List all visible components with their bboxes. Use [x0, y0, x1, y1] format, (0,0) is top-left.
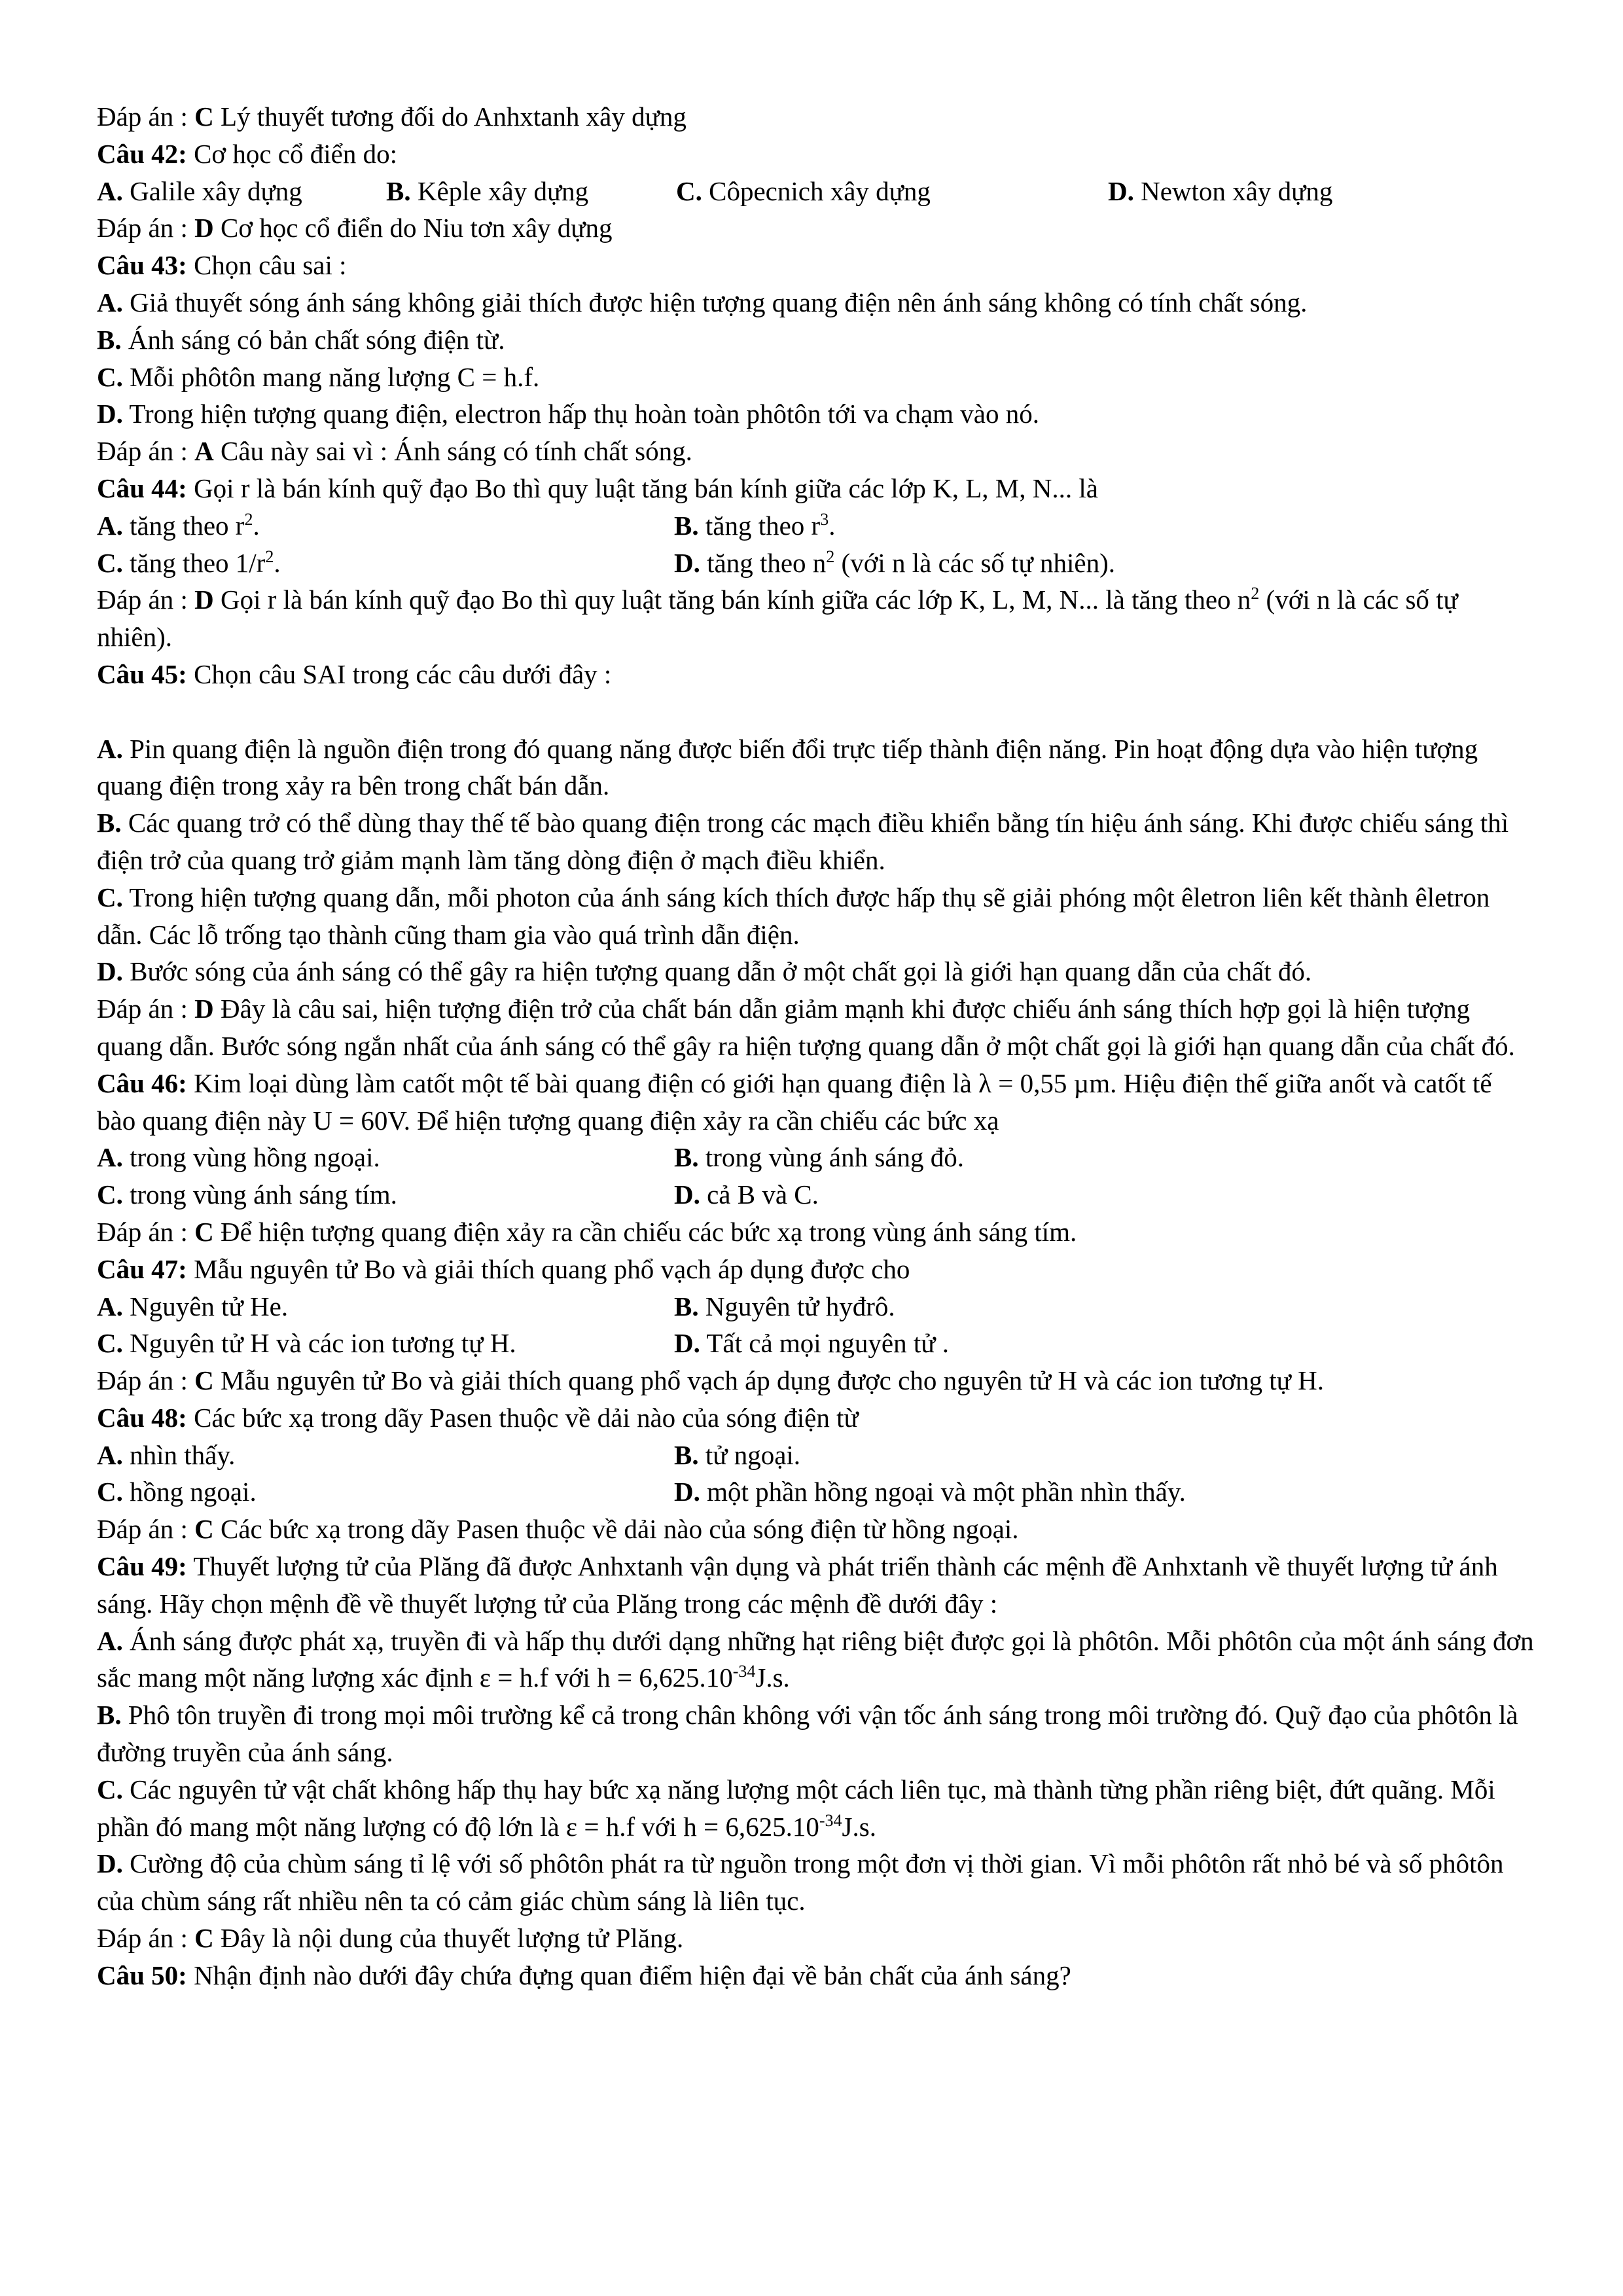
option-cell [97, 1288, 674, 1325]
text-run: (với n là các số tự nhiên). [834, 547, 1116, 578]
answer-label: Đáp án : [97, 213, 195, 243]
option-key: B. [674, 1439, 699, 1470]
option-line [97, 359, 1534, 396]
question-number: Câu 47: [97, 1253, 187, 1284]
option-cell [97, 173, 386, 210]
option-text: Các nguyên tử vật chất không hấp thụ hay bức xạ năng lượng một cách liên tục, mà thành từng phần riêng biệt, đứt quãng. Mỗi phần đó mang một năng lượng có độ lớn là ε = h.f với h = 6,625.10 [97, 1774, 1495, 1842]
answer-label: Đáp án : [97, 436, 195, 467]
option-key: B. [674, 1291, 699, 1321]
option-text: Newton xây dựng [1133, 175, 1333, 206]
option-text: cả B và C. [700, 1179, 819, 1210]
option-line [97, 804, 1534, 879]
answer-key: D [194, 584, 214, 615]
option-line [97, 321, 1534, 359]
question-number: Câu 49: [97, 1551, 187, 1582]
question-line [97, 135, 1534, 173]
option-cell [674, 1325, 1459, 1362]
option-text: trong vùng ánh sáng tím. [122, 1179, 397, 1210]
option-text: tăng theo n [700, 547, 827, 578]
options-row [97, 1139, 1534, 1176]
option-cell [97, 1139, 674, 1176]
text-run: . [253, 510, 260, 541]
answer-key: A [194, 436, 214, 467]
answer-line [97, 1511, 1534, 1548]
option-text: Trong hiện tượng quang điện, electron hấp thụ hoàn toàn phôtôn tới va chạm vào nó. [122, 399, 1039, 429]
option-key: C. [97, 361, 123, 392]
question-text: Kim loại dùng làm catốt một tế bài quang điện có giới hạn quang điện là λ = 0,55 µm. Hiệu điện thế giữa anốt và catốt tế bào quang điện này U = 60V. Để hiện tượng quang điện xảy ra cần chiếu các bức xạ [97, 1067, 1492, 1136]
answer-line [97, 1362, 1534, 1399]
option-key: C. [97, 547, 123, 578]
option-cell [97, 545, 674, 582]
options-row [97, 507, 1534, 545]
question-text: Chọn câu SAI trong các câu dưới đây : [187, 658, 612, 689]
question-line [97, 1548, 1534, 1623]
option-key: C. [97, 882, 123, 912]
option-text: Côpecnich xây dựng [702, 175, 931, 206]
option-text: tăng theo 1/r [122, 547, 266, 578]
document-page [97, 98, 1534, 1994]
option-line [97, 730, 1534, 805]
option-cell [674, 1288, 1459, 1325]
answer-label: Đáp án : [97, 101, 195, 132]
option-text: tăng theo r [122, 510, 245, 541]
answer-label: Đáp án : [97, 584, 195, 615]
option-cell [1108, 173, 1332, 210]
option-text: Cường độ của chùm sáng tỉ lệ với số phôtôn phát ra từ nguồn trong một đơn vị thời gian. Vì mỗi phôtôn rất nhỏ bé và số phôtôn của chùm sáng rất nhiều nên ta có cảm giác chùm sáng là liên tục. [97, 1848, 1504, 1916]
answer-line [97, 433, 1534, 470]
option-text: Trong hiện tượng quang dẫn, mỗi photon của ánh sáng kích thích được hấp thụ sẽ giải phóng một êletron liên kết thành êletron dẫn. Các lỗ trống tạo thành cũng tham gia vào quá trình dẫn điện. [97, 882, 1490, 950]
answer-key: C [194, 101, 214, 132]
answer-label: Đáp án : [97, 1923, 195, 1954]
superscript: -34 [732, 1662, 756, 1681]
superscript: -34 [819, 1810, 842, 1830]
answer-text: Đây là nội dung của thuyết lượng tử Plăng. [213, 1923, 684, 1954]
option-cell [674, 507, 1459, 545]
option-key: A. [97, 510, 123, 541]
question-text: Mẫu nguyên tử Bo và giải thích quang phổ vạch áp dụng được cho [187, 1253, 910, 1284]
options-row [97, 1288, 1534, 1325]
answer-label: Đáp án : [97, 1514, 195, 1545]
option-key: B. [674, 1142, 699, 1173]
question-line [97, 470, 1534, 507]
answer-text: Để hiện tượng quang điện xảy ra cần chiếu các bức xạ trong vùng ánh sáng tím. [213, 1216, 1077, 1247]
option-key: C. [97, 1328, 123, 1359]
superscript: 2 [244, 509, 253, 529]
option-cell [674, 1473, 1459, 1511]
option-line [97, 1623, 1534, 1697]
option-cell [674, 1176, 1459, 1213]
blank-line [97, 693, 1534, 730]
superscript: 2 [826, 547, 835, 566]
option-text: Mỗi phôtôn mang năng lượng C = h.f. [122, 361, 540, 392]
answer-label: Đáp án : [97, 1365, 195, 1396]
option-key: A. [97, 1291, 123, 1321]
option-key: B. [674, 510, 699, 541]
options-row [97, 1437, 1534, 1474]
answer-line [97, 581, 1534, 656]
superscript: 3 [820, 509, 829, 529]
option-text: Nguyên tử He. [122, 1291, 289, 1321]
answer-label: Đáp án : [97, 994, 195, 1024]
option-key: D. [674, 1328, 700, 1359]
answer-key: D [194, 994, 214, 1024]
option-text: một phần hồng ngoại và một phần nhìn thấy. [700, 1477, 1186, 1507]
option-text: tăng theo r [698, 510, 821, 541]
text-run: . [274, 547, 281, 578]
option-line [97, 953, 1534, 990]
option-text: Ánh sáng có bản chất sóng điện từ. [121, 324, 505, 355]
answer-text: Lý thuyết tương đối do Anhxtanh xây dựng [213, 101, 687, 132]
option-cell [97, 507, 674, 545]
option-line [97, 1771, 1534, 1846]
question-text: Cơ học cổ điển do: [187, 138, 397, 169]
question-text: Thuyết lượng tử của Plăng đã được Anhxtanh vận dụng và phát triển thành các mệnh đề Anhxtanh về thuyết lượng tử ánh sáng. Hãy chọn mệnh đề về thuyết lượng tử của Plăng trong các mệnh đề dưới đây : [97, 1551, 1498, 1619]
option-text: Tất cả mọi nguyên tử . [700, 1328, 949, 1359]
option-text: Nguyên tử H và các ion tương tự H. [122, 1328, 516, 1359]
question-number: Câu 45: [97, 658, 187, 689]
question-number: Câu 42: [97, 138, 187, 169]
answer-key: C [194, 1923, 214, 1954]
option-key: C. [97, 1774, 123, 1804]
option-text: trong vùng hồng ngoại. [122, 1142, 380, 1173]
answer-line [97, 98, 1534, 135]
question-number: Câu 44: [97, 473, 187, 503]
option-line [97, 1696, 1534, 1771]
option-key: C. [97, 1179, 123, 1210]
answer-text: Các bức xạ trong dãy Pasen thuộc về dải nào của sóng điện từ hồng ngoại. [213, 1514, 1019, 1545]
option-line [97, 1845, 1534, 1920]
answer-key: D [194, 213, 214, 243]
answer-line [97, 1213, 1534, 1251]
option-text: hồng ngoại. [122, 1477, 257, 1507]
option-text: trong vùng ánh sáng đỏ. [698, 1142, 965, 1173]
option-key: A. [97, 1625, 123, 1656]
options-row [97, 545, 1534, 582]
option-key: A. [97, 1439, 123, 1470]
option-cell [97, 1437, 674, 1474]
option-key: A. [97, 175, 123, 206]
question-number: Câu 43: [97, 250, 187, 281]
answer-line [97, 990, 1534, 1065]
text-run: J.s. [755, 1662, 790, 1693]
answer-key: C [194, 1216, 214, 1247]
option-text: Galile xây dựng [122, 175, 302, 206]
option-cell [676, 173, 1108, 210]
option-text: tử ngoại. [698, 1439, 801, 1470]
options-row [97, 1473, 1534, 1511]
option-line [97, 879, 1534, 954]
option-key: A. [97, 287, 123, 317]
answer-text: Cơ học cổ điển do Niu tơn xây dựng [213, 213, 613, 243]
question-line [97, 656, 1534, 693]
question-text: Các bức xạ trong dãy Pasen thuộc về dải nào của sóng điện từ [187, 1402, 859, 1433]
option-cell [97, 1473, 674, 1511]
answer-key: C [194, 1514, 214, 1545]
option-key: B. [97, 324, 122, 355]
answer-line [97, 209, 1534, 247]
answer-text: Đây là câu sai, hiện tượng điện trở của chất bán dẫn giảm mạnh khi được chiếu ánh sáng thích hợp gọi là hiện tượng quang dẫn. Bước sóng ngắn nhất của ánh sáng có thể gây ra hiện tượng quang dẫn ở một chất gọi là giới hạn quang dẫn của chất đó. [97, 994, 1515, 1061]
option-line [97, 284, 1534, 321]
option-text: Bước sóng của ánh sáng có thể gây ra hiện tượng quang dẫn ở một chất gọi là giới hạn quang dẫn của chất đó. [122, 956, 1312, 987]
option-key: A. [97, 1142, 123, 1173]
option-key: C. [97, 1477, 123, 1507]
question-text: Nhận định nào dưới đây chứa đựng quan điểm hiện đại về bản chất của ánh sáng? [187, 1960, 1071, 1990]
option-cell [386, 173, 676, 210]
answer-text: Mẫu nguyên tử Bo và giải thích quang phổ vạch áp dụng được cho nguyên tử H và các ion tương tự H. [213, 1365, 1324, 1396]
superscript: 2 [1251, 584, 1260, 603]
option-text: Ánh sáng được phát xạ, truyền đi và hấp thụ dưới dạng những hạt riêng biệt được gọi là phôtôn. Mỗi phôtôn của một ánh sáng đơn sắc mang một năng lượng xác định ε = h.f với h = 6,625.10 [97, 1625, 1534, 1693]
option-key: C. [676, 175, 702, 206]
option-cell [674, 1437, 1459, 1474]
option-text: Nguyên tử hyđrô. [698, 1291, 895, 1321]
option-text: Các quang trở có thể dùng thay thế tế bào quang điện trong các mạch điều khiển bằng tín hiệu ánh sáng. Khi được chiếu sáng thì điện trở của quang trở giảm mạnh làm tăng dòng điện ở mạch điều khiển. [97, 808, 1509, 875]
answer-key: C [194, 1365, 214, 1396]
option-key: D. [674, 1179, 700, 1210]
options-row [97, 173, 1534, 210]
question-line [97, 1957, 1534, 1994]
option-cell [97, 1176, 674, 1213]
option-text: nhìn thấy. [122, 1439, 236, 1470]
option-key: D. [674, 547, 700, 578]
option-key: B. [97, 808, 122, 838]
options-row [97, 1325, 1534, 1362]
text-run: (với n là các số tự nhiên). [97, 584, 1458, 653]
option-key: D. [97, 1848, 123, 1879]
option-key: D. [674, 1477, 700, 1507]
question-line [97, 1065, 1534, 1139]
question-number: Câu 50: [97, 1960, 187, 1990]
question-line [97, 1251, 1534, 1288]
answer-label: Đáp án : [97, 1216, 195, 1247]
option-key: B. [386, 175, 411, 206]
option-text: Phô tôn truyền đi trong mọi môi trường kể cả trong chân không với vận tốc ánh sáng trong môi trường đó. Quỹ đạo của phôtôn là đường truyền của ánh sáng. [97, 1700, 1518, 1768]
option-key: B. [97, 1700, 122, 1731]
question-number: Câu 48: [97, 1402, 187, 1433]
option-key: A. [97, 733, 123, 764]
option-text: Kêple xây dựng [410, 175, 589, 206]
option-key: D. [97, 399, 123, 429]
answer-text: Gọi r là bán kính quỹ đạo Bo thì quy luật tăng bán kính giữa các lớp K, L, M, N... là tăng theo n [213, 584, 1251, 615]
question-text: Gọi r là bán kính quỹ đạo Bo thì quy luật tăng bán kính giữa các lớp K, L, M, N... là [187, 473, 1098, 503]
option-text: Pin quang điện là nguồn điện trong đó quang năng được biến đổi trực tiếp thành điện năng. Pin hoạt động dựa vào hiện tượng quang điện trong xảy ra bên trong chất bán dẫn. [97, 733, 1478, 801]
option-cell [674, 1139, 1459, 1176]
option-key: D. [97, 956, 123, 987]
option-line [97, 395, 1534, 433]
question-text: Chọn câu sai : [187, 250, 347, 281]
question-line [97, 247, 1534, 284]
answer-line [97, 1920, 1534, 1957]
option-cell [674, 545, 1459, 582]
option-key: D. [1108, 175, 1134, 206]
option-cell [97, 1325, 674, 1362]
text-run: J.s. [842, 1811, 876, 1842]
superscript: 2 [265, 547, 274, 566]
question-number: Câu 46: [97, 1067, 187, 1098]
text-run: . [829, 510, 836, 541]
answer-text: Câu này sai vì : Ánh sáng có tính chất sóng. [213, 436, 692, 467]
option-text: Giả thuyết sóng ánh sáng không giải thích được hiện tượng quang điện nên ánh sáng không có tính chất sóng. [122, 287, 1308, 317]
options-row [97, 1176, 1534, 1213]
question-line [97, 1399, 1534, 1437]
